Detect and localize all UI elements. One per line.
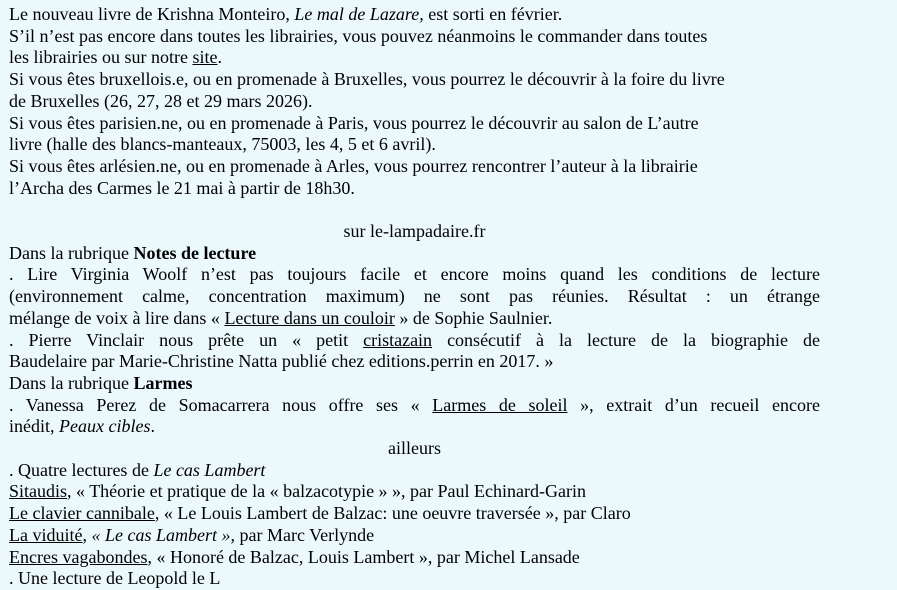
lecture-viduite-line (9, 525, 820, 547)
vinclair-note-line-1 (9, 330, 820, 352)
text-span: . Vanessa Perez de Somacarrera nous offre ses « (9, 394, 433, 415)
text-span: Si vous êtes bruxellois.e, ou en promenade à Bruxelles, vous pourrez le découvrir à la foire du livre (9, 69, 725, 90)
text-span: , « Honoré de Balzac, Louis Lambert », par Michel Lansade (147, 546, 580, 567)
paris-line-2 (9, 134, 820, 156)
clipped-bottom-line (9, 568, 820, 590)
text-span: », extrait d’un recueil encore (567, 394, 820, 415)
text-span: sur le-lampadaire.fr (343, 221, 486, 242)
text-span: Dans la rubrique (9, 372, 134, 393)
woolf-note-line-2 (9, 286, 820, 308)
availability-line-2 (9, 47, 820, 69)
text-span: . Quatre lectures de (9, 459, 154, 480)
arles-line-2 (9, 178, 820, 200)
text-span: Le cas Lambert (153, 459, 266, 480)
text-span: les librairies ou sur notre (9, 47, 193, 68)
text-span: » de Sophie Saulnier. (394, 307, 553, 328)
rubrique-notes-heading (9, 243, 820, 265)
text-span: . Pierre Vinclair nous prête un « petit (9, 329, 364, 350)
vinclair-note-line-2 (9, 351, 820, 373)
site-link[interactable]: site (192, 47, 218, 68)
cristazain-link[interactable]: cristazain (363, 329, 433, 350)
text-span: Le mal de Lazare, (294, 4, 424, 24)
brussels-line-2 (9, 91, 820, 113)
text-span: « Le cas Lambert », (91, 524, 235, 545)
text-span: Le nouveau livre de Krishna Monteiro, (9, 4, 295, 24)
woolf-note-line-1 (9, 264, 820, 286)
text-span: Si vous êtes arlésien.ne, ou en promenade à Arles, vous pourrez rencontrer l’auteur à la librairie (9, 155, 698, 176)
text-span: inédit, (9, 416, 59, 437)
lecture-sitaudis-line (9, 481, 820, 503)
text-span: ailleurs (388, 438, 441, 459)
text-span: S’il n’est pas encore dans toutes les librairies, vous pouvez néanmoins le commander dans toutes (9, 25, 708, 46)
text-span: consécutif à la lecture de la biographie de (432, 329, 820, 350)
intro-book-line (9, 4, 820, 26)
la-viduite-link[interactable]: La viduité (9, 524, 83, 545)
text-span: Dans la rubrique (9, 242, 134, 263)
sitaudis-link[interactable]: Sitaudis (9, 481, 68, 502)
paris-line-1 (9, 113, 820, 135)
text-span: , « Le Louis Lambert de Balzac: une oeuvre traversée », par Claro (154, 503, 631, 524)
text-span: Notes de lecture (133, 242, 257, 263)
lecture-clavier-line (9, 503, 820, 525)
lecture-encres-line (9, 547, 820, 569)
le-clavier-cannibale-link[interactable]: Le clavier cannibale (9, 503, 155, 524)
blank-line (9, 199, 820, 221)
larmes-de-soleil-link[interactable]: Larmes de soleil (432, 394, 568, 415)
section-heading-ailleurs (9, 438, 820, 460)
text-span: . (217, 47, 222, 68)
text-span: Si vous êtes parisien.ne, ou en promenade à Paris, vous pourrez le découvrir au salon de L’autre (9, 112, 699, 133)
text-span: Larmes (133, 372, 193, 393)
text-span: . (150, 416, 155, 437)
text-span: mélange de voix à lire dans « (9, 307, 225, 328)
lambert-lectures-intro (9, 460, 820, 482)
text-span: livre (halle des blancs-manteaux, 75003, les 4, 5 et 6 avril). (9, 134, 436, 155)
text-span: Peaux cibles (59, 416, 151, 437)
encres-vagabondes-link[interactable]: Encres vagabondes (9, 546, 148, 567)
text-span: l’Archa des Carmes le 21 mai à partir de 18h30. (9, 177, 355, 198)
brussels-line-1 (9, 69, 820, 91)
lecture-dans-un-couloir-link[interactable]: Lecture dans un couloir (224, 307, 395, 328)
larmes-note-line-2 (9, 416, 820, 438)
availability-line-1 (9, 26, 820, 48)
arles-line-1 (9, 156, 820, 178)
text-span: par Marc Verlynde (234, 524, 375, 545)
text-span: . Lire Virginia Woolf n’est pas toujours facile et encore moins quand les conditions de lecture (9, 264, 820, 285)
larmes-note-line-1 (9, 395, 820, 417)
text-span: de Bruxelles (26, 27, 28 et 29 mars 2026). (9, 90, 313, 111)
woolf-note-line-3 (9, 308, 820, 330)
text-span: , « Théorie et pratique de la « balzacotypie » », par Paul Echinard-Garin (67, 481, 586, 502)
text-span: est sorti en février. (423, 4, 563, 24)
text-span: Baudelaire par Marie-Christine Natta publié chez editions.perrin en 2017. » (9, 351, 554, 372)
text-span: . Une lecture de Leopold le L (9, 568, 221, 589)
rubrique-larmes-heading (9, 373, 820, 395)
text-span: (environnement calme, concentration maximum) ne sont pas réunies. Résultat : un étrange (9, 286, 820, 307)
text-span: , (82, 524, 92, 545)
section-heading-lampadaire (9, 221, 820, 243)
